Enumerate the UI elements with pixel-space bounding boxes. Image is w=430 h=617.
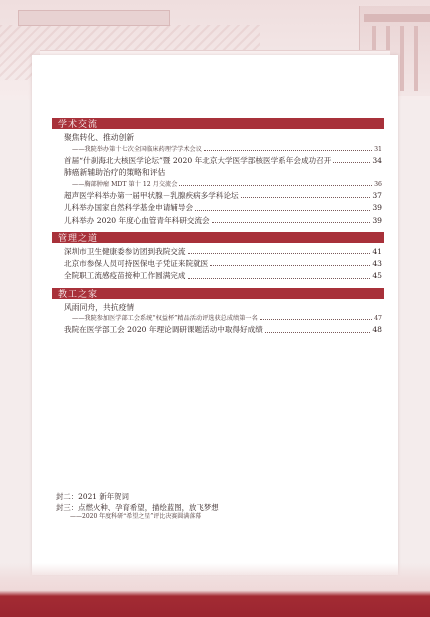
page-number: 31: [374, 145, 382, 153]
cover-notes: [56, 492, 376, 522]
section-header: [52, 288, 384, 299]
section-title: 教工之家: [58, 289, 99, 300]
page-number: 45: [372, 271, 382, 281]
entry-title: 儿科举办国家自然科学基金申请辅导会: [64, 203, 194, 213]
entry-title: ——我院参加医学部工会系统“权益杯”精品活动评选获总成绩第一名: [72, 315, 258, 323]
toc-entry-heading: 风雨同舟，共抗疫情: [64, 302, 135, 312]
leader-dots: [195, 210, 370, 211]
page-number: 47: [374, 315, 382, 323]
bottom-red-stripe: [0, 579, 430, 617]
toc-entry: [52, 216, 384, 226]
toc-entry-subtitle: [52, 146, 384, 154]
leader-dots: [265, 332, 371, 333]
entry-title: 我院在医学部工会 2020 年理论调研课题活动中取得好成绩: [64, 325, 263, 335]
table-of-contents: [52, 118, 384, 342]
entry-title: 北京市参保人员可持医保电子凭证来院就医: [64, 259, 209, 268]
leader-dots: [188, 253, 371, 254]
header-banner: [18, 10, 170, 26]
entry-title: ——胸部肿瘤 MDT 第十 12 月交流会: [72, 180, 178, 188]
page-number: 43: [372, 259, 382, 268]
toc-entry: [52, 259, 384, 269]
cover-note: 封三：点燃火种、孕育希望，描绘蓝图，放飞梦想: [56, 502, 219, 512]
toc-section: [52, 118, 384, 226]
toc-entry: [52, 325, 384, 335]
toc-section: [52, 232, 384, 282]
toc-entry: [52, 247, 384, 257]
entry-title: 超声医学科举办第一届甲状腺－乳腺疾病多学科论坛: [64, 191, 239, 200]
toc-entry: [52, 271, 384, 281]
toc-section: [52, 288, 384, 336]
entry-title: 深圳市卫生健康委参访团到我院交流: [64, 246, 186, 256]
leader-dots: [204, 150, 372, 151]
bottom-fade: [0, 563, 430, 579]
toc-entry: [52, 156, 384, 166]
page-number: 39: [372, 203, 382, 213]
cover-note: 封二：2021 新年贺词: [56, 492, 129, 501]
toc-entry: [52, 203, 384, 213]
entry-title: 首届“什刹海北大核医学论坛”暨 2020 年北京大学医学部核医学系年会成功召开: [64, 155, 332, 165]
toc-entry: [52, 191, 384, 201]
section-header: [52, 118, 384, 129]
page-number: 39: [372, 215, 382, 225]
section-header: [52, 232, 384, 243]
page-number: 48: [372, 325, 382, 335]
toc-entry-subtitle: [52, 315, 384, 323]
section-title: 管理之道: [58, 233, 99, 244]
leader-dots: [179, 185, 372, 186]
page-number: 41: [372, 246, 382, 256]
section-title: 学术交流: [58, 120, 99, 130]
entry-title: 全院职工流感疫苗接种工作圆满完成: [64, 271, 186, 281]
toc-entry-heading: 肺癌新辅助治疗的策略和评估: [64, 168, 166, 178]
page-number: 34: [372, 155, 382, 165]
leader-dots: [188, 278, 371, 279]
cover-note-subtitle: ——2020 年度科研“希望之星”评比决赛圆满落幕: [70, 513, 202, 521]
entry-title: ——我院举办第十七次全国临床药理学学术会议: [72, 145, 202, 153]
leader-dots: [212, 222, 371, 223]
page-number: 36: [374, 180, 382, 188]
toc-entry-heading: 聚焦转化、推动创新: [64, 133, 135, 142]
leader-dots: [210, 265, 370, 266]
toc-entry-subtitle: [52, 181, 384, 189]
page-number: 37: [372, 191, 382, 200]
leader-dots: [241, 197, 371, 198]
leader-dots: [333, 162, 370, 163]
entry-title: 儿科举办 2020 年度心血管青年科研交流会: [64, 215, 210, 225]
leader-dots: [260, 319, 372, 320]
